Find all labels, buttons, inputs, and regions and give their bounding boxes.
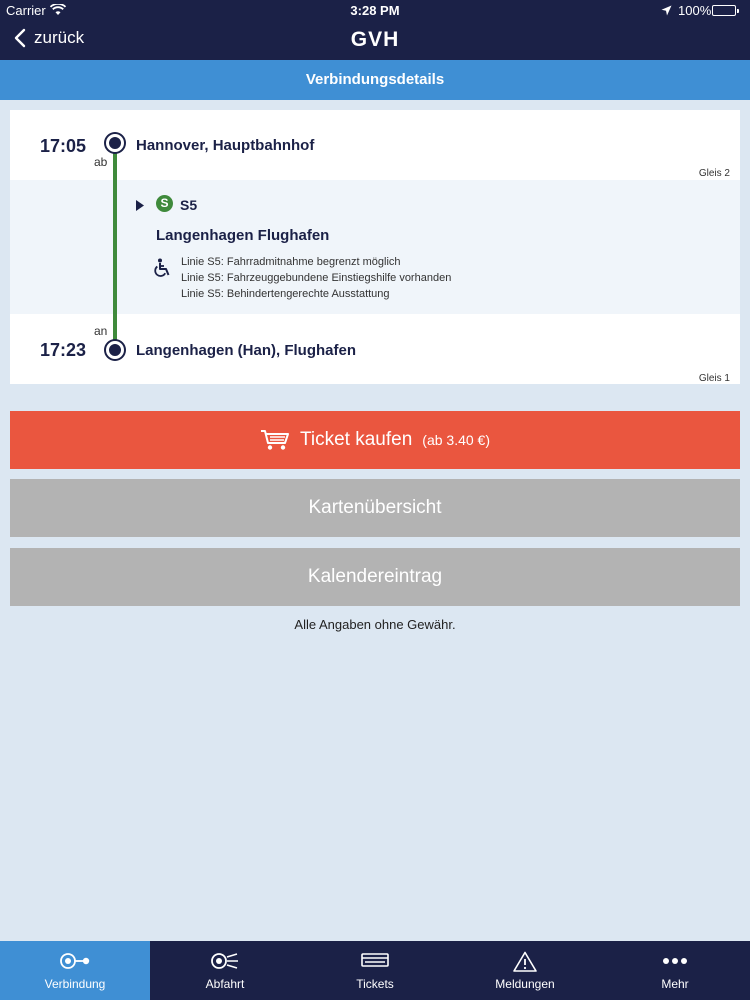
tab-label: Abfahrt <box>205 977 245 991</box>
tab-label: Mehr <box>661 977 689 991</box>
navigation-bar <box>0 20 750 60</box>
line-name: S5 <box>180 197 198 213</box>
sbahn-icon: S <box>156 195 173 212</box>
departure-node-icon <box>106 134 124 152</box>
tab-label: Meldungen <box>495 977 555 991</box>
departure-time: 17:05 <box>40 136 87 156</box>
more-icon <box>600 951 750 971</box>
battery-percent: 100% <box>678 3 712 18</box>
map-overview-button[interactable]: Kartenübersicht <box>10 479 740 537</box>
departure-track: Gleis 2 <box>698 168 730 179</box>
ticket-price: (ab 3.40 €) <box>422 432 490 448</box>
buy-ticket-label: Ticket kaufen <box>299 429 413 450</box>
departure-icon <box>150 951 300 971</box>
arrival-track: Gleis 1 <box>698 373 730 384</box>
line-note: Linie S5: Behindertengerechte Ausstattung <box>181 288 390 300</box>
tab-tickets[interactable] <box>300 941 450 1000</box>
tab-verbindung[interactable] <box>0 941 150 1000</box>
status-time: 3:28 PM <box>350 3 400 18</box>
tab-bar <box>0 941 750 1000</box>
page-title: Verbindungsdetails <box>0 60 750 100</box>
arrival-node-icon <box>106 341 124 359</box>
wheelchair-icon <box>153 258 173 283</box>
buy-ticket-button[interactable] <box>10 411 740 469</box>
disclaimer-text: Alle Angaben ohne Gewähr. <box>294 617 456 632</box>
arrival-time: 17:23 <box>40 340 87 360</box>
departure-label: ab <box>94 155 108 169</box>
departure-station: Hannover, Hauptbahnhof <box>136 137 315 154</box>
route-line <box>113 144 117 349</box>
tab-label: Tickets <box>356 977 394 991</box>
arrival-station: Langenhagen (Han), Flughafen <box>136 342 356 359</box>
tab-meldungen[interactable] <box>450 941 600 1000</box>
line-direction: Langenhagen Flughafen <box>156 227 330 244</box>
location-arrow-icon <box>661 4 672 19</box>
connection-card <box>10 110 740 384</box>
connection-icon <box>0 951 150 971</box>
ticket-icon <box>300 951 450 971</box>
calendar-entry-button[interactable]: Kalendereintrag <box>10 548 740 606</box>
tab-mehr[interactable] <box>600 941 750 1000</box>
tab-abfahrt[interactable] <box>150 941 300 1000</box>
arrival-label: an <box>94 324 108 338</box>
status-bar <box>0 0 750 20</box>
line-note: Linie S5: Fahrradmitnahme begrenzt möglich <box>181 256 401 268</box>
line-note: Linie S5: Fahrzeuggebundene Einstiegshilfe vorhanden <box>181 272 452 284</box>
warning-icon <box>450 951 600 973</box>
shopping-cart-icon <box>260 429 290 451</box>
line-notes <box>181 254 451 302</box>
battery-icon <box>712 5 736 16</box>
gvh-logo: GVH <box>350 28 400 51</box>
back-label: zurück <box>34 28 85 47</box>
expand-triangle-icon[interactable] <box>136 198 144 216</box>
carrier-label: Carrier <box>6 3 46 18</box>
tab-label: Verbindung <box>44 977 106 991</box>
